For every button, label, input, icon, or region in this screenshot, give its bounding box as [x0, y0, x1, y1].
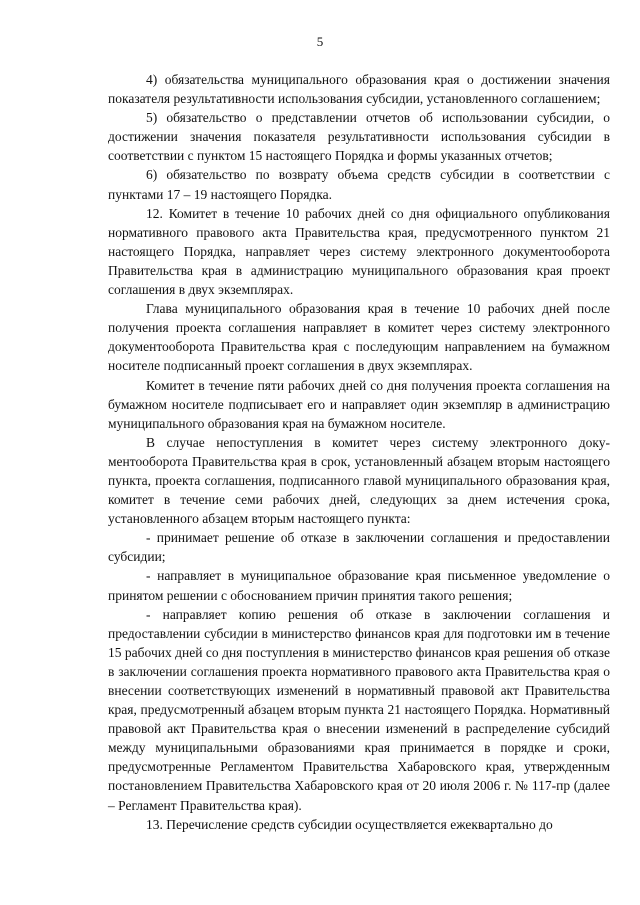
paragraph-clause-12: 12. Комитет в течение 10 рабочих дней со дня официального опубликования нормативного правового акта Правительства края, предусмотренного пунктом 21 настоящего Порядка, направляет через систему электронного документооборота Правительства края в администрацию муниципального образования края проект соглашения в двух экземплярах. [108, 205, 610, 298]
paragraph-clause-13: 13. Перечисление средств субсидии осуществляется ежеквартально до [146, 816, 553, 832]
page-number: 5 [316, 34, 324, 49]
paragraph-committee-signing: Комитет в течение пяти рабочих дней со дня получения проекта соглашения на бумажном носителе подписывает его и направляет один экземпляр в администрацию муниципального образования края на бумажном носителе. [108, 377, 610, 431]
paragraph-head-signing: Глава муниципального образования края в течение 10 рабочих дней после получения проекта соглашения направляет в комитет через систему электронного документооборота Правительства края с последующим направлением на бумажном носителе подписанный проект соглашения в двух экземплярах. [108, 301, 610, 374]
paragraph-item-4: 4) обязательства муниципального образования края о достижении значения показателя результативности использования субсидии, установленного соглашением; [108, 72, 610, 107]
paragraph-item-6: 6) обязательство по возврату объема средств субсидии в соответствии с пунктами 17 – 19 настоящего Порядка. [108, 167, 610, 202]
list-item-refusal-decision: - принимает решение об отказе в заключении соглашения и предоставлении субсидии; [108, 530, 610, 565]
list-item-copy-to-ministry: - направляет копию решения об отказе в заключении соглашения и предоставлении субсидии в министерство финансов края для подготовки им в течение 15 рабочих дней со дня поступления в министерство финансов края решения об отказе в заключении соглашения проекта нормативного правового акта Правительства края о внесении соответствующих изменений в нормативный правовой акт Правительства края, предусмотренный абзацем вторым пункта 21 настоящего Порядка. Нормативный правовой акт Правительства края о внесении изменений в распределение субсидий между муниципальными образованиями края принимается в порядке и сроки, предусмотренные Регламентом Правительства Хабаровского края, утвержденным постановлением Правительства Хабаровского края от 20 июля 2006 г. № 117-пр (далее – Регламент Правительства края). [108, 606, 610, 813]
paragraph-item-5: 5) обязательство о представлении отчетов об использовании субсидии, о достижении значения показателя результативности использования субсидии в соответствии с пунктом 15 настоящего Порядка и формы указанных отчетов; [108, 110, 610, 164]
paragraph-non-receipt: В случае непоступления в комитет через систему электронного документооборота Правительства края в срок, установленный абзацем вторым настоящего пункта, проекта соглашения, подписанного главой муниципального образования края, комитет в течение семи рабочих дней, следующих за днем истечения срока, установленного абзацем вторым настоящего пункта: [108, 434, 610, 527]
list-item-written-notice: - направляет в муниципальное образование края письменное уведомление о принятом решении с обоснованием причин принятия такого решения; [108, 568, 610, 603]
document-body [108, 70, 610, 834]
